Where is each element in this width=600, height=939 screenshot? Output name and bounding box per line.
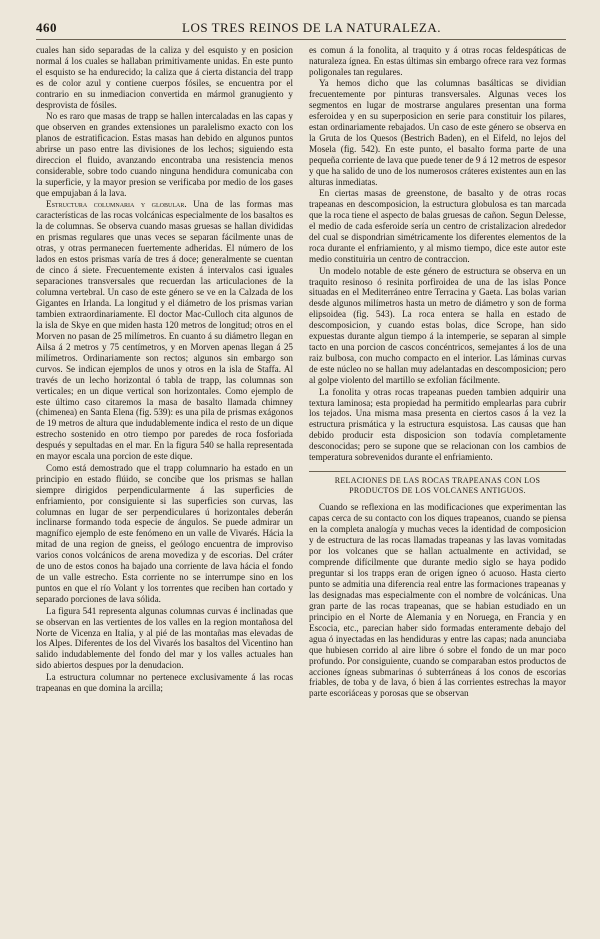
paragraph: Cuando se reflexiona en las modificaciones que experimentan las capas cerca de su contacto con los diques trapeanos, cuando se piensa en la completa analogía y muchas veces la identidad de composicion y de estructura de las rocas llamadas trapeanas y las lavas vomitadas por los volcanes que se hallan actualmente en actividad, se comprende difícilmente que durante medio siglo se haya podido preguntar si los trapps eran de origen ígneo ó acuoso. Hasta cierto punto se admitia una diferencia real entre las formaciones trapeanas y las designadas mas especialmente con el nombre de volcánicas. Una gran parte de las rocas trapeanas, que se habian estudiado en un principio en el Norte de Alemania y en Noruega, en Francia y en Escocia, etc., parecian haber sido formadas enteramente debajo del agua ó inyectadas en las hendiduras y entre las capas; nada anunciaba que hubiesen corrido al aire libre ó sobre el fondo de un mar poco profundo. Por consiguiente, cuando se comparaban estos productos de acciones ígneas submarinas ó subterráneas á los conos de escorias friables, de toba y de lava, ó bien á las corrientes estrechas la mayor parte escoriáceas y porosas que se observan [309, 502, 566, 699]
text-columns [36, 45, 566, 700]
paragraph: Un modelo notable de este género de estructura se observa en un traquito resinoso ó resinita porfiroidea de una de las islas Ponce situadas en el Mediterráneo entre Terracina y Gaeta. Las bolas varian desde algunos milímetros hasta un metro de diámetro y son de forma elipsoidea (fig. 543). La roca entera se halla en estado de descomposicion, y cuando estas bolas, dice Scrope, han sido expuestas durante algun tiempo á la intemperie, se separan al simple tacto en una porcion de cascos concéntricos, semejantes á los de una raiz bulbosa, con mucho compacto en el interior. Las láminas curvas de este núcleo no se hallan muy adelantadas en descomposicion; pero al golpe violento del martillo se exfolian fácilmente. [309, 265, 566, 386]
right-column [309, 45, 566, 700]
paragraph: Como está demostrado que el trapp columnario ha estado en un principio en estado flúido, se concibe que los prismas se hallan siempre dirigidos perpendicularmente á las superficies de enfriamiento, por consiguiente si las superficies son curvas, las columnas en lugar de ser perpendiculares ú horizontales deberán inclinarse formando toda especie de ángulos. Se puede admirar un magnífico ejemplo de este fenómeno en un valle de Vivarés. Hácia la mitad de una region de gneiss, el geólogo encuentra de improviso varios conos volcánicos de arena movediza y de escorias. Del cráter de uno de estos conos ha bajado una corriente de lava hácia el fondo de un valle estrecho. Esta corriente no se interrumpe sino en los puntos en que el río Volant y los torrentes que reciben han cortado y separado porciones de lava sólida. [36, 462, 293, 605]
running-title: LOS TRES REINOS DE LA NATURALEZA. [182, 20, 441, 35]
paragraph: cuales han sido separadas de la caliza y del esquisto y en posicion normal á los cuales se hallaban primitivamente unidas. En este punto el esquisto se ha endurecido; la caliza que á cierta distancia del trapp es de color azul y contiene cuerpos fósiles, se encuentra por el contrario en su inmediacion convertida en mármol granugiento y desprovista de fósiles. [36, 45, 293, 110]
paragraph: La figura 541 representa algunas columnas curvas é inclinadas que se observan en las vertientes de los valles en la region montañosa del Norte de Vicenza en Italia, y al pié de las montañas mas elevadas de los Alpes. Diferentes de los del Vivarés los basaltos del Vicentino han salido indudablemente del fondo del mar y los valles actuales han sido abiertos despues por la denudacion. [36, 605, 293, 671]
paragraph: Ya hemos dicho que las columnas basálticas se dividian frecuentemente por pinturas transversales. Algunas veces los segmentos en lugar de mostrarse angulares presentan una forma esferoidea y en su superposicion en serie para constituir los pilares, estan ordinariamente rebajados. Un caso de este género se observa en la Gruta de los Quesos (Bestrich Baden), en el Eifeld, no lejos del Mosela (fig. 542). En este punto, el basalto forma parte de una pequeña corriente de lava que puede tener de 9 á 12 metros de espesor y que ha salido de uno de los numerosos cráteres existentes aun en las alturas inmediatas. [309, 78, 566, 187]
paragraph [36, 199, 293, 462]
paragraph: La fonolita y otras rocas trapeanas pueden tambien adquirir una textura laminosa; esta propiedad ha permitido emplearlas para cubrir los tejados. Una misma masa presenta en ciertos casos á la vez la estructura prismática y la estructura esquistosa. Las causas que han debido producir esta disposicion son todavía completamente desconocidas; pero se supone que se relacionan con los cambios de temperatura sobrevenidos durante el enfriamiento. [309, 386, 566, 463]
paragraph: En ciertas masas de greenstone, de basalto y de otras rocas trapeanas en descomposicion, la estructura globulosa es tan marcada que la roca tiene el aspecto de balas gruesas de cañon. Segun Delesse, el medio de cada esferoide sería un centro de cristalizacion alrededor del cual se dispondrian simétricamente los diferentes elementos de la roca durante el enfriamiento, y al mismo tiempo, dice este autor este medio constituiria un centro de contraccion. [309, 188, 566, 265]
paragraph: No es raro que masas de trapp se hallen intercaladas en las capas y que observen en grandes extensiones un paralelismo exacto con los planos de estratificacion. Estas masas han debido en algunos puntos abrirse un paso entre las divisiones de los lechos; siguiendo esta direccion el fluido, avanzando encontraba una resistencia menos considerable, sobre todo cuando ninguna hendidura comunicaba con la superficie, y la mayor presion se verificaba por medio de los gases que empujaban á la lava. [36, 111, 293, 198]
paragraph: es comun á la fonolita, al traquito y á otras rocas feldespáticas de naturaleza ígnea. En estas últimas sin embargo ofrece rara vez formas poligonales tan regulares. [309, 45, 566, 77]
paragraph: La estructura columnar no pertenece exclusivamente á las rocas trapeanas en que domina la arcilla; [36, 671, 293, 693]
inline-heading: Estructura columnaria y globular. [46, 199, 187, 210]
page-number: 460 [36, 20, 57, 35]
paragraph-text: Una de las formas mas características de las rocas volcánicas especialmente de los basaltos es la de columnas. Se observa cuando masas gruesas se hallan divididas en prismas regulares que unas veces se separan fácilmente unas de otras, y otras permanecen fuertemente adheridas. El número de los lados en estos prismas varía de tres á doce; generalmente se cuentan de cinco á siete. Frecuentemente existen á intervalos casi iguales separaciones transversales que recuerdan las articulaciones de la columna vertebral. Un caso de este género se ve en la Calzada de los Gigantes en Irlanda. La longitud y el diámetro de los prismas varian tambien extraordinariamente. El doctor Mac-Culloch cita algunos de la isla de Skye en que miden hasta 120 metros de longitud; otros en el Morven no pasan de 25 milímetros. En cuanto á su diámetro llegan en Ailsa á 2 metros y 75 centímetros, y en Morven apenas llegan á 25 milímetros. Ordinariamente son rectos; algunos sin embargo son curvos. Se indican ejemplos de unos y otros en la isla de Staffa. Al través de un lecho horizontal ó tabla de trapp, las columnas son verticales; en un dique vertical son horizontales. Como ejemplo de este último caso citaremos la masa de basalto llamada chimney (chimenea) en Santa Elena (fig. 539): es una pila de prismas exágonos de 19 metros de altura que indudablemente indica el resto de un dique estrecho sostenido en otro tiempo por paredes de roca fosforiada después y sepultadas en el mar. En la figura 540 se halla representada en mayor escala una porcion de este dique. [36, 199, 293, 462]
left-column [36, 45, 293, 700]
section-title: RELACIONES DE LAS ROCAS TRAPEANAS CON LOS PRODUCTOS DE LOS VOLCANES ANTIGUOS. [309, 471, 566, 496]
running-header [36, 20, 566, 40]
